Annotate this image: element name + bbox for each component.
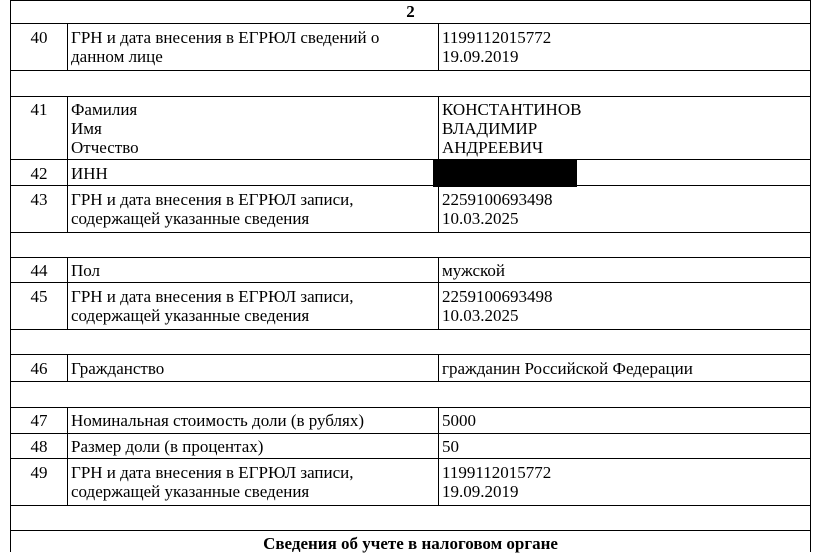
row-label: содержащей указанные сведения bbox=[71, 482, 310, 501]
row-label: Размер доли (в процентах) bbox=[71, 437, 264, 456]
page-number: 2 bbox=[406, 2, 415, 21]
table-border bbox=[10, 282, 811, 283]
column-divider bbox=[438, 407, 439, 505]
row-label: Номинальная стоимость доли (в рублях) bbox=[71, 411, 364, 430]
row-label: содержащей указанные сведения bbox=[71, 306, 310, 325]
row-label: содержащей указанные сведения bbox=[71, 209, 310, 228]
table-border bbox=[10, 433, 811, 434]
table-border bbox=[10, 23, 811, 24]
row-value: 10.03.2025 bbox=[442, 209, 519, 228]
row-number: 49 bbox=[30, 463, 48, 482]
row-number: 48 bbox=[30, 437, 48, 456]
row-value: 19.09.2019 bbox=[442, 47, 519, 66]
row-number: 41 bbox=[30, 100, 48, 119]
row-label: ГРН и дата внесения в ЕГРЮЛ записи, bbox=[71, 463, 354, 482]
row-value: мужской bbox=[442, 261, 506, 280]
table-border bbox=[10, 232, 811, 233]
row-label: ГРН и дата внесения в ЕГРЮЛ сведений о bbox=[71, 28, 380, 47]
row-value: 5000 bbox=[442, 411, 476, 430]
table-border bbox=[10, 354, 811, 355]
row-value: 2259100693498 bbox=[442, 287, 553, 306]
row-value: ВЛАДИМИР bbox=[442, 119, 538, 138]
row-value: гражданин Российской Федерации bbox=[442, 359, 693, 378]
row-label: данном лице bbox=[71, 47, 163, 66]
row-label: Гражданство bbox=[71, 359, 165, 378]
row-label: ГРН и дата внесения в ЕГРЮЛ записи, bbox=[71, 190, 354, 209]
column-divider bbox=[438, 23, 439, 70]
row-number: 47 bbox=[30, 411, 48, 430]
table-border bbox=[10, 159, 811, 160]
table-border bbox=[810, 0, 811, 552]
table-border bbox=[10, 505, 811, 506]
row-number: 40 bbox=[30, 28, 48, 47]
table-border bbox=[10, 458, 811, 459]
table-border bbox=[10, 70, 811, 71]
table-border bbox=[10, 530, 811, 531]
row-value: 19.09.2019 bbox=[442, 482, 519, 501]
table-border bbox=[10, 329, 811, 330]
row-number: 42 bbox=[30, 164, 48, 183]
row-value: КОНСТАНТИНОВ bbox=[442, 100, 582, 119]
table-border bbox=[10, 381, 811, 382]
table-border bbox=[10, 96, 811, 97]
column-divider bbox=[438, 354, 439, 381]
column-divider bbox=[438, 257, 439, 329]
row-value: АНДРЕЕВИЧ bbox=[442, 138, 544, 157]
row-number: 46 bbox=[30, 359, 48, 378]
table-border bbox=[10, 257, 811, 258]
row-label: Пол bbox=[71, 261, 101, 280]
row-label: ГРН и дата внесения в ЕГРЮЛ записи, bbox=[71, 287, 354, 306]
row-label: ИНН bbox=[71, 164, 108, 183]
row-value: 1199112015772 bbox=[442, 463, 552, 482]
section-heading: Сведения об учете в налоговом органе bbox=[263, 534, 558, 553]
row-value: 1199112015772 bbox=[442, 28, 552, 47]
redaction-block bbox=[433, 160, 577, 187]
row-value: 50 bbox=[442, 437, 459, 456]
row-number: 45 bbox=[30, 287, 48, 306]
table-border bbox=[10, 407, 811, 408]
row-number: 43 bbox=[30, 190, 48, 209]
table-border bbox=[10, 0, 811, 1]
row-label: Фамилия bbox=[71, 100, 138, 119]
row-value: 10.03.2025 bbox=[442, 306, 519, 325]
row-value: 2259100693498 bbox=[442, 190, 553, 209]
row-label: Имя bbox=[71, 119, 102, 138]
row-number: 44 bbox=[30, 261, 48, 280]
table-border bbox=[10, 185, 811, 186]
row-label: Отчество bbox=[71, 138, 139, 157]
